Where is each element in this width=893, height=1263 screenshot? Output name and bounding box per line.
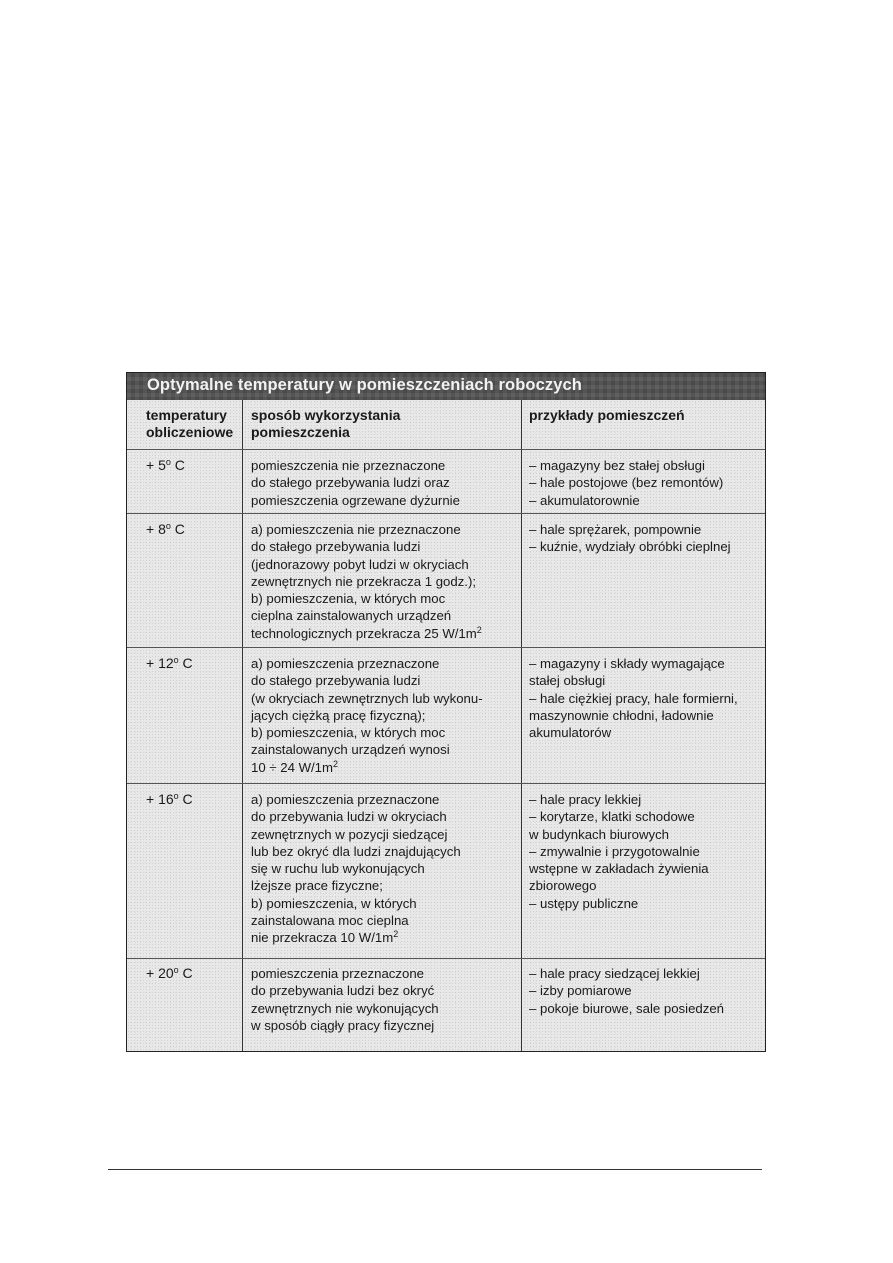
example-line: – hale sprężarek, pompownie (529, 522, 702, 537)
example-line: – hale postojowe (bez remontów) (529, 475, 724, 491)
usage-line (251, 877, 461, 894)
example-line: zbiorowego (529, 878, 597, 894)
usage-text: a) pomieszczenia nie przeznaczone (251, 522, 461, 537)
footer-rule (108, 1169, 762, 1170)
degree-symbol: o (165, 521, 171, 531)
table-title: Optymalne temperatury w pomieszczeniach roboczych (147, 376, 582, 394)
usage-line (251, 741, 483, 758)
usage-text: do przebywania ludzi w okryciach (251, 809, 447, 825)
examples-cell (529, 965, 724, 1017)
usage-cell (251, 965, 439, 1034)
example-line: – hale pracy lekkiej (529, 792, 642, 807)
usage-text: b) pomieszczenia, w których moc (251, 591, 446, 607)
temperature-value: + 12 (146, 655, 174, 671)
example-line: – hale ciężkiej pracy, hale formierni, (529, 690, 738, 706)
usage-cell (251, 655, 483, 776)
example-line: wstępne w zakładach żywienia (529, 861, 709, 877)
usage-text: zewnętrznych nie przekracza 1 godz.); (251, 573, 477, 589)
usage-text: do stałego przebywania ludzi (251, 673, 421, 689)
example-line: w budynkach biurowych (529, 826, 670, 842)
usage-text: (w okryciach zewnętrznych lub wykonu- (251, 690, 483, 706)
degree-symbol: o (165, 457, 171, 467)
example-line: – izby pomiarowe (529, 983, 632, 999)
example-line: stałej obsługi (529, 673, 606, 689)
usage-line (251, 538, 482, 555)
usage-cell (251, 791, 461, 947)
usage-line (251, 929, 461, 946)
usage-text: lżejsze prace fizyczne; (251, 878, 383, 894)
degree-symbol: o (173, 965, 179, 975)
temperature-value: + 5 (146, 457, 166, 473)
usage-line (251, 492, 460, 509)
temperature-cell (146, 791, 193, 808)
usage-line (251, 965, 439, 982)
usage-line (251, 826, 461, 843)
usage-line (251, 860, 461, 877)
example-line: – pokoje biurowe, sale posiedzeń (529, 1000, 725, 1016)
usage-text: w sposób ciągły pracy fizycznej (251, 1017, 435, 1033)
usage-text: do stałego przebywania ludzi (251, 539, 421, 555)
row-divider (127, 647, 766, 648)
header-usage: sposób wykorzystania pomieszczenia (251, 407, 401, 440)
usage-text: (jednorazowy pobyt ludzi w okryciach (251, 556, 469, 572)
table-title-banner (127, 373, 765, 400)
row-divider (127, 958, 766, 959)
usage-text: lub bez okryć dla ludzi znajdujących (251, 843, 461, 859)
usage-line (251, 690, 483, 707)
usage-text: pomieszczenia przeznaczone (251, 966, 424, 981)
example-line: – magazyny i składy wymagające (529, 656, 725, 671)
temperature-value: + 8 (146, 521, 166, 537)
example-line: – hale pracy siedzącej lekkiej (529, 966, 700, 981)
usage-text: zewnętrznych w pozycji siedzącej (251, 826, 448, 842)
example-line: – korytarze, klatki schodowe (529, 809, 695, 825)
usage-line (251, 707, 483, 724)
example-line: – zmywalnie i przygotowalnie (529, 843, 700, 859)
usage-line (251, 625, 482, 642)
example-line: – kuźnie, wydziały obróbki cieplnej (529, 539, 731, 555)
column-divider (521, 400, 522, 1052)
usage-line (251, 590, 482, 607)
usage-text: b) pomieszczenia, w których (251, 895, 417, 911)
squared-symbol: 2 (393, 929, 399, 940)
row-divider (127, 783, 766, 784)
usage-text: technologicznych przekracza 25 W/1m (251, 625, 477, 641)
example-line: – magazyny bez stałej obsługi (529, 458, 705, 473)
usage-cell (251, 457, 460, 509)
usage-line (251, 607, 482, 624)
temperature-value: + 16 (146, 791, 174, 807)
row-divider (127, 513, 766, 514)
usage-text: a) pomieszczenia przeznaczone (251, 656, 440, 671)
degree-unit: C (170, 457, 185, 473)
usage-line (251, 457, 460, 474)
squared-symbol: 2 (476, 624, 482, 635)
usage-line (251, 895, 461, 912)
usage-line (251, 1017, 439, 1034)
usage-text: jących ciężką pracę fizyczną); (251, 707, 426, 723)
examples-cell (529, 791, 709, 912)
squared-symbol: 2 (333, 758, 339, 769)
usage-text: zainstalowana moc cieplna (251, 913, 409, 929)
degree-unit: C (178, 965, 193, 981)
degree-symbol: o (173, 791, 179, 801)
usage-line (251, 808, 461, 825)
degree-unit: C (178, 655, 193, 671)
header-temperature: temperatury obliczeniowe (146, 407, 234, 440)
usage-text: 10 ÷ 24 W/1m (251, 759, 333, 775)
usage-line (251, 672, 483, 689)
usage-line (251, 655, 483, 672)
temperature-cell (146, 965, 193, 982)
usage-text: do stałego przebywania ludzi oraz (251, 475, 450, 491)
usage-text: zewnętrznych nie wykonujących (251, 1000, 439, 1016)
temperature-table (126, 372, 766, 1052)
usage-line (251, 843, 461, 860)
temperature-value: + 20 (146, 965, 174, 981)
examples-cell (529, 655, 738, 741)
usage-cell (251, 521, 482, 642)
row-divider (127, 449, 766, 450)
examples-cell (529, 457, 723, 509)
header-examples: przykłady pomieszczeń (529, 407, 685, 423)
usage-line (251, 521, 482, 538)
temperature-cell (146, 655, 193, 672)
examples-cell (529, 521, 731, 556)
usage-text: zainstalowanych urządzeń wynosi (251, 742, 450, 758)
example-line: – ustępy publiczne (529, 895, 639, 911)
example-line: maszynownie chłodni, ładownie (529, 707, 714, 723)
temperature-cell (146, 457, 185, 474)
usage-line (251, 759, 483, 776)
column-divider (242, 400, 243, 1052)
example-line: – akumulatorownie (529, 492, 640, 508)
example-line: akumulatorów (529, 725, 612, 741)
usage-text: do przebywania ludzi bez okryć (251, 983, 435, 999)
degree-unit: C (178, 791, 193, 807)
usage-line (251, 724, 483, 741)
usage-line (251, 982, 439, 999)
usage-line (251, 474, 460, 491)
usage-line (251, 573, 482, 590)
degree-symbol: o (173, 655, 179, 665)
temperature-cell (146, 521, 185, 538)
usage-text: pomieszczenia ogrzewane dyżurnie (251, 492, 460, 508)
usage-line (251, 912, 461, 929)
usage-text: a) pomieszczenia przeznaczone (251, 792, 440, 807)
usage-text: b) pomieszczenia, w których moc (251, 725, 446, 741)
degree-unit: C (170, 521, 185, 537)
usage-text: pomieszczenia nie przeznaczone (251, 458, 446, 473)
usage-line (251, 791, 461, 808)
usage-line (251, 556, 482, 573)
usage-text: się w ruchu lub wykonujących (251, 861, 425, 877)
usage-line (251, 1000, 439, 1017)
usage-text: nie przekracza 10 W/1m (251, 930, 394, 946)
usage-text: cieplna zainstalowanych urządzeń (251, 608, 452, 624)
